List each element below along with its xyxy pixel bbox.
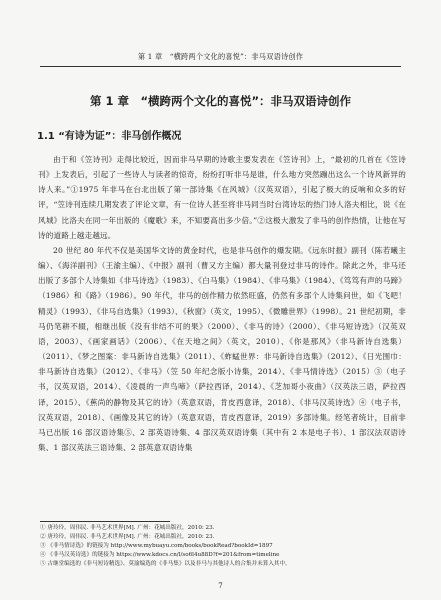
footnote: ⑤ 古继堂编选的《非马短诗精选》、莫渝编选的《非马集》以及非马与其他诗人的合集并未算入其中。 [40,561,291,568]
footnote: ④ 《非马汉英诗选》的链接为 https://www.kdocs.cn/l/so6l4u88D?f=201&from=timeline [40,552,280,559]
paragraph: 20 世纪 80 年代不仅是美国华文诗的黄金时代，也是非马创作的爆发期。《远东时报》副刊（陈若曦主编）、《海洋副刊》（王渝主编）、《中报》副刊（曹又方主编）都大量刊登过非马的诗作。除此之外，非马还出版了多部个人诗集如《非马诗选》（1983）、《白马集》（1984）、《非马集》（1984）、《笃笃有声的马蹄》（1986）和《路》（1986）。90 年代，非马的创作精力依然旺盛，仍然有多部个人诗集问世，如《飞吧！精灵》（1993）、《非马自选集》（1993）、《秋窗》（英文，1995）、《微雕世界》（1998）。21 世纪初期，非马仍笔耕不辍，相继出版《没有非结不可的果》（2000）、《非马的诗》（2000）、《非马短诗选》（汉英双语，2003）、《画家画话》（2006）、《在天地之间》（英文，2010）、《你是那风》（非马新诗自选集）（2011）、《梦之图案：非马新诗自选集》（2011）、《蚱蜢世界：非马新诗自选集》（2012）、《日光围巾：非马新诗自选集》（2012）、《非马》（笠 50 年纪念版小诗集，2014）、《非马情诗选》（2015）③（电子书，汉英双语，2014）、《凌晨的一声鸟啼》（萨拉西译，2014）、《芝加哥小夜曲》（汉英法三语，萨拉西译，2015）、《蕉尚的静物及其它的诗》（英意双语，肯皮西意译，2018）、《非马汉英诗选》④（电子书，汉英双语，2018）、《画像及其它的诗》（英意双语，肯皮西意译，2019）多部诗集。经笔者统计，目前非马已出版 16 部汉语诗集⑤、2 部英语诗集、4 部汉英双语诗集（其中有 2 本是电子书）、1 部汉法双语诗集、1 部汉英法三语诗集、2 部英意双语诗集 [38,245,406,452]
body-text [38,152,406,455]
chapter-title: 第 1 章 “横跨两个文化的喜悦”：非马双语诗创作 [89,94,352,108]
footnote: ① 唐玲玲，周伟民. 非马艺术世界[M]. 广州：花城出版社，2010: 23. [40,525,215,531]
paragraph: 由于和《笠诗刊》走得比较近，因而非马早期的诗歌主要发表在《笠诗刊》上，“最初的几首在《笠诗刊》上发表后，引起了一些诗人与读者的惊奇，纷纷打听非马是谁，什么地方突然蹦出这么一个诗风新异的诗人来。”①1975 年非马在台北出版了第一部诗集《在风城》（汉英双语），引起了极大的反响和众多的好评，“笠诗刊连续几期发表了评论文章，有一位诗人甚至将非马同当时台湾诗坛的热门诗人洛夫相比，说《在风城》比洛夫在同一年出版的《魔歌》来，不知要高出多少倍。”②这极大激发了非马的创作热情，让他在写诗的道路上越走越远。 [38,155,406,240]
running-header: 第 1 章 “横跨两个文化的喜悦”：非马双语诗创作 [137,52,304,61]
page-number: 7 [218,582,223,590]
footnote: ③ 《非马情诗选》的链接为 http://www.mybuayu.com/books/bookRead?bookId=1897 [40,543,273,550]
footnote: ② 唐玲玲，周伟民. 非马艺术世界[M]. 广州：花城出版社，2010: 23. [40,534,215,541]
footnote-rule [40,521,170,522]
section-title: 1.1 “有诗为证”：非马创作概况 [37,131,182,142]
header-rule [40,66,401,67]
footnotes [40,524,405,569]
